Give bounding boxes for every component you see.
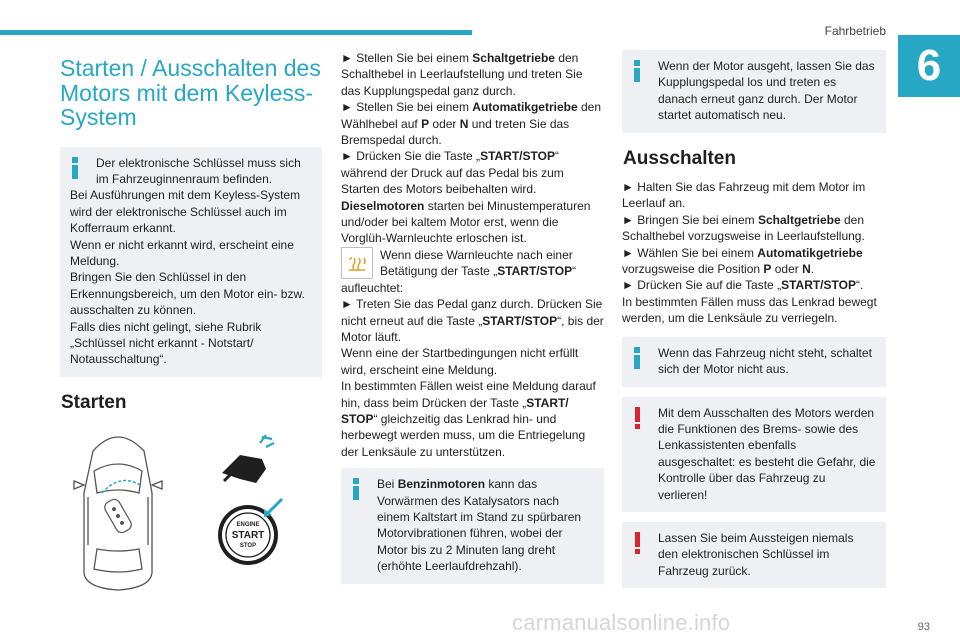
diesel-note: Dieselmotoren starten bei Minustemperaturen und/oder bei kaltem Motor erst, wenn die Vorglüh-Warnleuchte erloschen ist.: [341, 198, 591, 246]
step-manual-gear: ► Stellen Sie bei einem Schaltgetriebe den Schalthebel in Leerlaufstellung und treten Sie das Kupplungspedal ganz durch.: [341, 51, 583, 98]
info-icon: [632, 347, 642, 369]
warning-icon: [632, 532, 642, 554]
info-line-1: Der elektronische Schlüssel muss sich im Fahrzeuginnenraum befinden.: [96, 155, 301, 186]
key-fob-icon: [103, 497, 134, 534]
step-automatic-gear: ► Stellen Sie bei einem Automatikgetriebe den Wählhebel auf P oder N und treten Sie das Bremspedal durch.: [341, 100, 601, 148]
warning-box-assist: [622, 397, 886, 512]
step-manual-neutral: ► Bringen Sie bei einem Schaltgetriebe den Schalthebel vorzugsweise in Leerlaufstellung.: [622, 212, 865, 244]
info-icon: [351, 478, 361, 500]
preheat-warning-icon: [341, 247, 373, 279]
steering-unlock-note: In bestimmten Fällen weist eine Meldung darauf hin, dass beim Drücken der Taste „START/ STOP“ gleichzeitig das Lenkrad hin- und herbewegt werden muss, um die Entriegelung der Lenksäule zu unterstützen.: [341, 379, 596, 459]
info-line-5: Falls dies nicht gelingt, siehe Rubrik „Schlüssel nicht erkannt - Notstart/ Notausschaltung“.: [70, 319, 262, 367]
heading-ausschalten: Ausschalten: [623, 147, 736, 169]
info-icon: [70, 157, 80, 179]
button-label-engine: ENGINE: [236, 522, 260, 529]
start-illustration: [60, 423, 322, 593]
heading-starten: Starten: [61, 391, 127, 413]
page-number: 93: [917, 621, 930, 633]
car-key-illustration: [60, 423, 322, 593]
petrol-note: Bei Benzinmotoren kann das Vorwärmen des Katalysators nach einem Kaltstart im Stand zu spürbaren Motorvibrationen führen, wobei der Motor bis zu 2 Minuten lang dreht (erhöhte Leerlaufdrehzahl).: [377, 477, 582, 574]
chapter-number: 6: [898, 35, 960, 97]
preheat-lamp-note: Wenn diese Warnleuchte nach einer Betätigung der Taste „START/STOP“ aufleuchtet:: [341, 247, 577, 295]
button-label-stop: STOP: [239, 543, 257, 550]
step-automatic-position: ► Wählen Sie bei einem Automatikgetriebe vorzugsweise die Position P oder N.: [622, 245, 863, 277]
step-press-start-stop: ► Drücken Sie die Taste „START/STOP“ während der Druck auf das Pedal bis zum Starten des Motors beibehalten wird.: [341, 149, 564, 197]
column-1: [60, 50, 322, 593]
step-press-stop: ► Drücken Sie auf die Taste „START/STOP“.: [622, 278, 864, 293]
start-stop-button-icon: [218, 499, 282, 565]
start-conditions-note: Wenn eine der Startbedingungen nicht erfüllt wird, erscheint eine Meldung.: [341, 346, 579, 377]
warning-icon: [632, 407, 642, 429]
info-line-2: Bei Ausführungen mit dem Keyless-System wird der elektronische Schlüssel auch im Kofferraum erkannt.: [70, 188, 301, 236]
info-icon: [632, 60, 642, 82]
info-box-keyless: [60, 147, 322, 377]
column-3: [622, 50, 886, 588]
stall-note: Wenn der Motor ausgeht, lassen Sie das Kupplungspedal los und treten es danach erneut ganz durch. Der Motor startet automatisch neu.: [658, 59, 875, 123]
moving-note: Wenn das Fahrzeug nicht steht, schaltet sich der Motor nicht aus.: [658, 345, 872, 377]
button-label-start: START: [231, 530, 265, 542]
step-press-pedal: ► Treten Sie das Pedal ganz durch. Drücken Sie nicht erneut auf die Taste „START/STOP“, bis der Motor läuft.: [341, 297, 604, 344]
steering-lock-note: In bestimmten Fällen muss das Lenkrad bewegt werden, um die Lenksäule zu verriegeln.: [622, 294, 877, 326]
watermark: carmanualsonline.info: [512, 610, 731, 635]
info-box-petrol: [341, 468, 604, 583]
section-title: Fahrbetrieb: [824, 24, 886, 38]
warning-box-key: [622, 522, 886, 588]
info-box-stall: [622, 50, 886, 133]
info-line-4: Bringen Sie den Schlüssel in den Erkennungsbereich, um den Motor ein- bzw. ausschalten zu können.: [70, 270, 305, 318]
assist-warning: Mit dem Ausschalten des Motors werden die Funktionen des Brems- sowie des Lenkassistenten ebenfalls ausgeschaltet: es besteht die Gefahr, die Kontrolle über das Fahrzeug zu verlieren!: [658, 405, 876, 502]
info-box-moving: [622, 337, 886, 387]
header-accent-bar: [0, 30, 472, 35]
step-idle-stop: ► Halten Sie das Fahrzeug mit dem Motor im Leerlauf an.: [622, 180, 866, 211]
info-line-3: Wenn er nicht erkannt wird, erscheint eine Meldung.: [70, 237, 294, 268]
key-warning: Lassen Sie beim Aussteigen niemals den elektronischen Schlüssel im Fahrzeug zurück.: [658, 530, 854, 578]
column-2: [341, 50, 604, 584]
page-title: Starten / Ausschalten des Motors mit dem Keyless-System: [60, 55, 321, 130]
foot-pedal-icon: [222, 435, 274, 483]
